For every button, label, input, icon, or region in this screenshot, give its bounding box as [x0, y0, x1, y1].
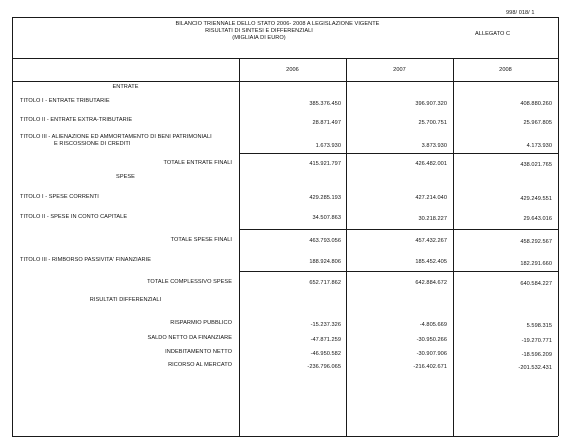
cell-2006: 463.793.056	[309, 238, 341, 244]
cell-2008: -18.596.209	[521, 352, 552, 358]
cell-2006: -236.796.065	[307, 364, 341, 370]
cell-2007: 642.884.672	[415, 280, 447, 286]
rule-totale-spese-finali	[239, 229, 558, 230]
cell-2006: 652.717.862	[309, 280, 341, 286]
cell-2008: 408.880.260	[520, 101, 552, 107]
cell-2006: 415.921.797	[309, 161, 341, 167]
cell-2008: 182.291.660	[520, 261, 552, 267]
vline-col3	[453, 58, 454, 436]
col-header-2008: 2008	[499, 67, 512, 73]
cell-2008: 438.021.765	[520, 162, 552, 168]
rule-totale-complessivo	[239, 271, 558, 272]
row-label: SALDO NETTO DA FINANZIARE	[147, 335, 232, 341]
cell-2008: -201.532.431	[518, 365, 552, 371]
row-label: TITOLO III - ALIENAZIONE ED AMMORTAMENTO DI BENI PATRIMONIALI	[20, 134, 212, 140]
rule-top	[12, 17, 558, 18]
cell-2007: 30.218.227	[418, 216, 447, 222]
cell-2006: 385.376.450	[309, 101, 341, 107]
section-spese: SPESE	[116, 174, 135, 180]
cell-2007: -30.950.266	[416, 337, 447, 343]
cell-2007: -4.805.669	[419, 322, 447, 328]
row-label: TITOLO I - SPESE CORRENTI	[20, 194, 99, 200]
cell-2006: 34.507.863	[312, 215, 341, 221]
section-risultati: RISULTATI DIFFERENZIALI	[89, 297, 162, 303]
cell-2007: 25.700.751	[418, 120, 447, 126]
row-label: INDEBITAMENTO NETTO	[165, 349, 232, 355]
vline-right	[558, 17, 559, 436]
cell-2007: 426.482.001	[415, 161, 447, 167]
allegato-label: ALLEGATO C	[475, 31, 511, 37]
document-title: BILANCIO TRIENNALE DELLO STATO 2006- 2008 A LEGISLAZIONE VIGENTE	[175, 21, 380, 27]
vline-col1	[239, 58, 240, 436]
row-label: TITOLO II - ENTRATE EXTRA-TRIBUTARIE	[20, 117, 133, 123]
rule-totale-entrate	[239, 153, 558, 154]
col-header-2006: 2006	[286, 67, 299, 73]
cell-2007: 457.432.267	[415, 238, 447, 244]
cell-2008: -19.270.771	[521, 338, 552, 344]
cell-2006: 28.871.497	[312, 120, 341, 126]
rule-header-bottom	[12, 81, 558, 82]
cell-2006: -47.871.259	[310, 337, 341, 343]
cell-2007: 3.873.930	[421, 143, 447, 149]
cell-2007: -216.402.671	[413, 364, 447, 370]
cell-2007: 185.452.405	[415, 259, 447, 265]
rule-bottom	[12, 436, 558, 437]
cell-2008: 458.292.567	[520, 239, 552, 245]
cell-2008: 4.173.930	[526, 143, 552, 149]
vline-left	[12, 17, 13, 436]
col-header-2007: 2007	[393, 67, 406, 73]
cell-2006: 429.285.193	[309, 195, 341, 201]
row-label: TOTALE COMPLESSIVO SPESE	[147, 279, 232, 285]
cell-2008: 640.584.227	[520, 281, 552, 287]
cell-2008: 429.249.551	[520, 196, 552, 202]
document-subtitle: RISULTATI DI SINTESI E DIFFERENZIALI	[205, 28, 313, 34]
cell-2006: -46.950.582	[310, 351, 341, 357]
cell-2007: 396.907.320	[415, 101, 447, 107]
cell-2008: 29.643.016	[523, 216, 552, 222]
row-label: TOTALE ENTRATE FINALI	[163, 160, 232, 166]
cell-2008: 5.598.315	[526, 323, 552, 329]
units-note: (MIGLIAIA DI EURO)	[232, 35, 286, 41]
page-reference: 998/ 018/ 1	[506, 10, 535, 16]
row-label: TITOLO I - ENTRATE TRIBUTARIE	[20, 98, 110, 104]
row-label: TITOLO III - RIMBORSO PASSIVITA' FINANZIARIE	[20, 257, 152, 263]
row-label: TOTALE SPESE FINALI	[170, 237, 232, 243]
cell-2006: 1.673.930	[315, 143, 341, 149]
cell-2007: 427.214.040	[415, 195, 447, 201]
rule-header-top	[12, 58, 558, 59]
cell-2008: 25.967.805	[523, 120, 552, 126]
section-entrate: ENTRATE	[112, 84, 139, 90]
row-label: RISPARMIO PUBBLICO	[170, 320, 232, 326]
row-label: TITOLO II - SPESE IN CONTO CAPITALE	[20, 214, 128, 220]
cell-2006: 188.924.806	[309, 259, 341, 265]
cell-2006: -15.237.326	[310, 322, 341, 328]
cell-2007: -30.907.906	[416, 351, 447, 357]
row-label-continued: E RISCOSSIONE DI CREDITI	[54, 141, 131, 147]
vline-col2	[346, 58, 347, 436]
row-label: RICORSO AL MERCATO	[168, 362, 232, 368]
